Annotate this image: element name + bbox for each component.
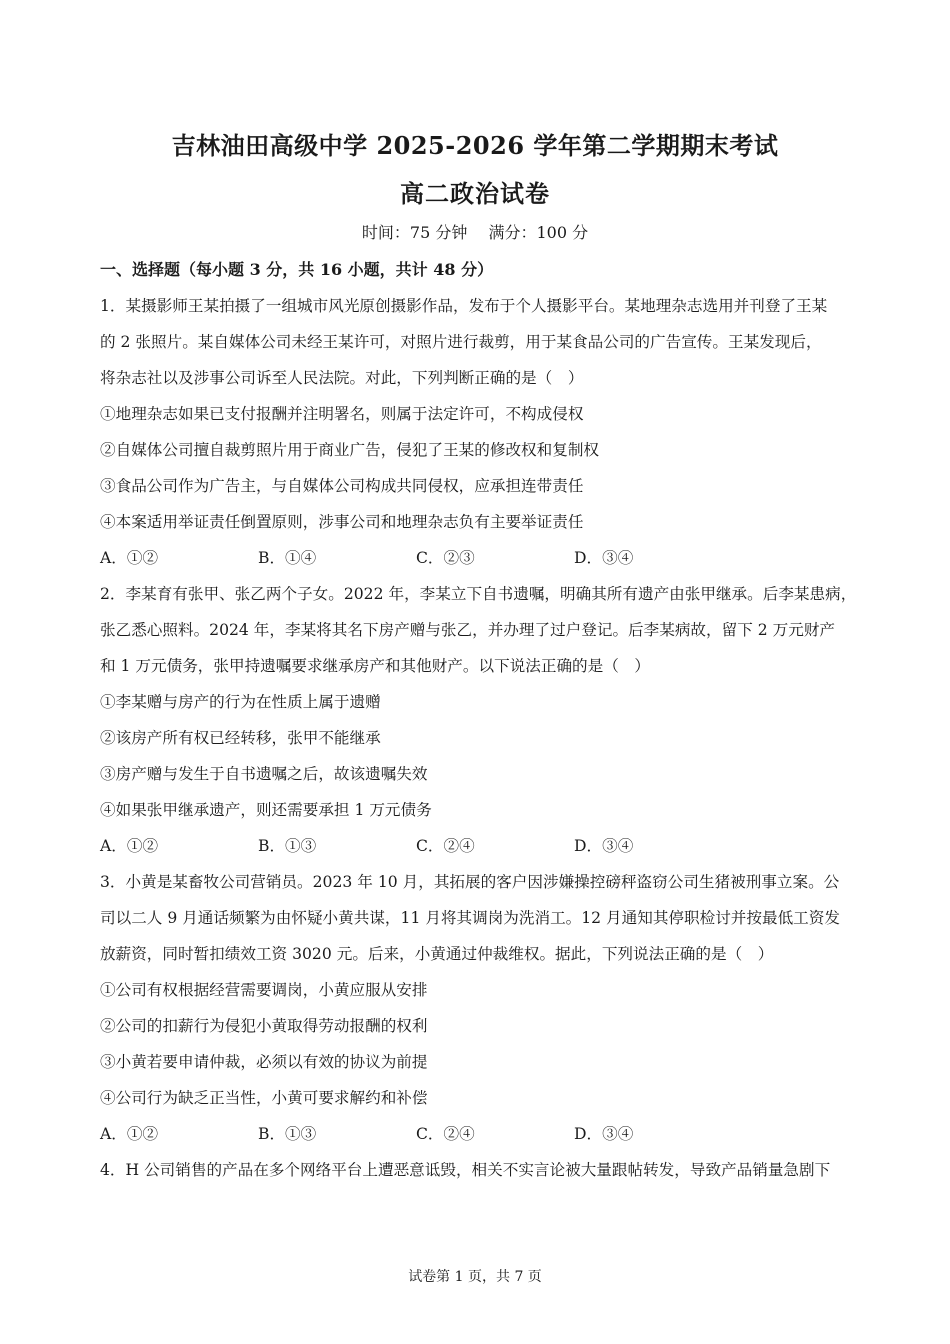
statement-item: ②该房产所有权已经转移，张甲不能继承 bbox=[100, 729, 381, 747]
statement-item: ④公司行为缺乏正当性，小黄可要求解约和补偿 bbox=[100, 1089, 428, 1107]
statement-item: ①李某赠与房产的行为在性质上属于遗赠 bbox=[100, 693, 381, 711]
question-1 bbox=[100, 288, 852, 576]
answer-option[interactable]: B．①③ bbox=[258, 1125, 317, 1143]
answer-option[interactable]: C．②③ bbox=[416, 549, 475, 567]
statement-item: ②公司的扣薪行为侵犯小黄取得劳动报酬的权利 bbox=[100, 1017, 428, 1035]
answer-option[interactable]: C．②④ bbox=[416, 837, 475, 855]
exam-meta bbox=[0, 220, 950, 243]
statement-item: ③小黄若要申请仲裁，必须以有效的协议为前提 bbox=[100, 1053, 428, 1071]
page-footer: 试卷第 1 页，共 7 页 bbox=[408, 1269, 542, 1285]
question-stem-line: 的 2 张照片。某自媒体公司未经王某许可，对照片进行裁剪，用于某食品公司的广告宣传。王某发现后， bbox=[100, 333, 822, 351]
statement-item: ①公司有权根据经营需要调岗，小黄应服从安排 bbox=[100, 981, 428, 999]
exam-subtitle: 高二政治试卷 bbox=[400, 179, 550, 208]
question-stem-line: 司以二人 9 月通话频繁为由怀疑小黄共谋，11 月将其调岗为洗消工。12 月通知其停职检讨并按最低工资发 bbox=[100, 909, 840, 927]
answer-option[interactable]: D．③④ bbox=[574, 549, 634, 567]
statement-item: ④本案适用举证责任倒置原则，涉事公司和地理杂志负有主要举证责任 bbox=[100, 513, 584, 531]
answer-option[interactable]: B．①④ bbox=[258, 549, 317, 567]
statement-item: ①地理杂志如果已支付报酬并注明署名，则属于法定许可，不构成侵权 bbox=[100, 405, 584, 423]
question-list bbox=[100, 288, 857, 1188]
question-stem-line: 2．李某育有张甲、张乙两个子女。2022 年，李某立下自书遗嘱，明确其所有遗产由张甲继承。后李某患病， bbox=[100, 585, 857, 603]
answer-option[interactable]: B．①③ bbox=[258, 837, 317, 855]
question-stem-line: 4．H 公司销售的产品在多个网络平台上遭恶意诋毁，相关不实言论被大量跟帖转发，导致产品销量急剧下 bbox=[100, 1161, 831, 1179]
answer-options bbox=[100, 1116, 852, 1152]
answer-option[interactable]: D．③④ bbox=[574, 1125, 634, 1143]
exam-score: 满分：100 分 bbox=[488, 223, 589, 242]
statement-item: ③食品公司作为广告主，与自媒体公司构成共同侵权，应承担连带责任 bbox=[100, 477, 584, 495]
question-stem-line: 1．某摄影师王某拍摄了一组城市风光原创摄影作品，发布于个人摄影平台。某地理杂志选用并刊登了王某 bbox=[100, 297, 828, 315]
answer-options bbox=[100, 540, 852, 576]
question-stem-line: 将杂志社以及涉事公司诉至人民法院。对此，下列判断正确的是（ ） bbox=[100, 369, 584, 387]
answer-option[interactable]: C．②④ bbox=[416, 1125, 475, 1143]
question-4 bbox=[100, 1152, 852, 1188]
question-stem-line: 3．小黄是某畜牧公司营销员。2023 年 10 月，其拓展的客户因涉嫌操控磅秤盗窃公司生猪被刑事立案。公 bbox=[100, 873, 840, 891]
statement-item: ②自媒体公司擅自裁剪照片用于商业广告，侵犯了王某的修改权和复制权 bbox=[100, 441, 600, 459]
question-3 bbox=[100, 864, 852, 1152]
statement-item: ④如果张甲继承遗产，则还需要承担 1 万元债务 bbox=[100, 801, 432, 819]
question-stem-line: 放薪资，同时暂扣绩效工资 3020 元。后来，小黄通过仲裁维权。据此，下列说法正确的是（ ） bbox=[100, 945, 774, 963]
section-title: 一、选择题（每小题 3 分，共 16 小题，共计 48 分） bbox=[100, 260, 494, 279]
question-stem-line: 张乙悉心照料。2024 年，李某将其名下房产赠与张乙，并办理了过户登记。后李某病故，留下 2 万元财产 bbox=[100, 621, 836, 639]
statement-item: ③房产赠与发生于自书遗嘱之后，故该遗嘱失效 bbox=[100, 765, 428, 783]
answer-option[interactable]: A．①② bbox=[100, 837, 159, 855]
answer-option[interactable]: D．③④ bbox=[574, 837, 634, 855]
exam-time: 时间：75 分钟 bbox=[361, 223, 468, 242]
question-2 bbox=[100, 576, 857, 864]
answer-options bbox=[100, 828, 852, 864]
answer-option[interactable]: A．①② bbox=[100, 549, 159, 567]
question-stem-line: 和 1 万元债务，张甲持遗嘱要求继承房产和其他财产。以下说法正确的是（ ） bbox=[100, 657, 651, 675]
exam-title: 吉林油田高级中学 2025-2026 学年第二学期期末考试 bbox=[171, 131, 779, 160]
answer-option[interactable]: A．①② bbox=[100, 1125, 159, 1143]
